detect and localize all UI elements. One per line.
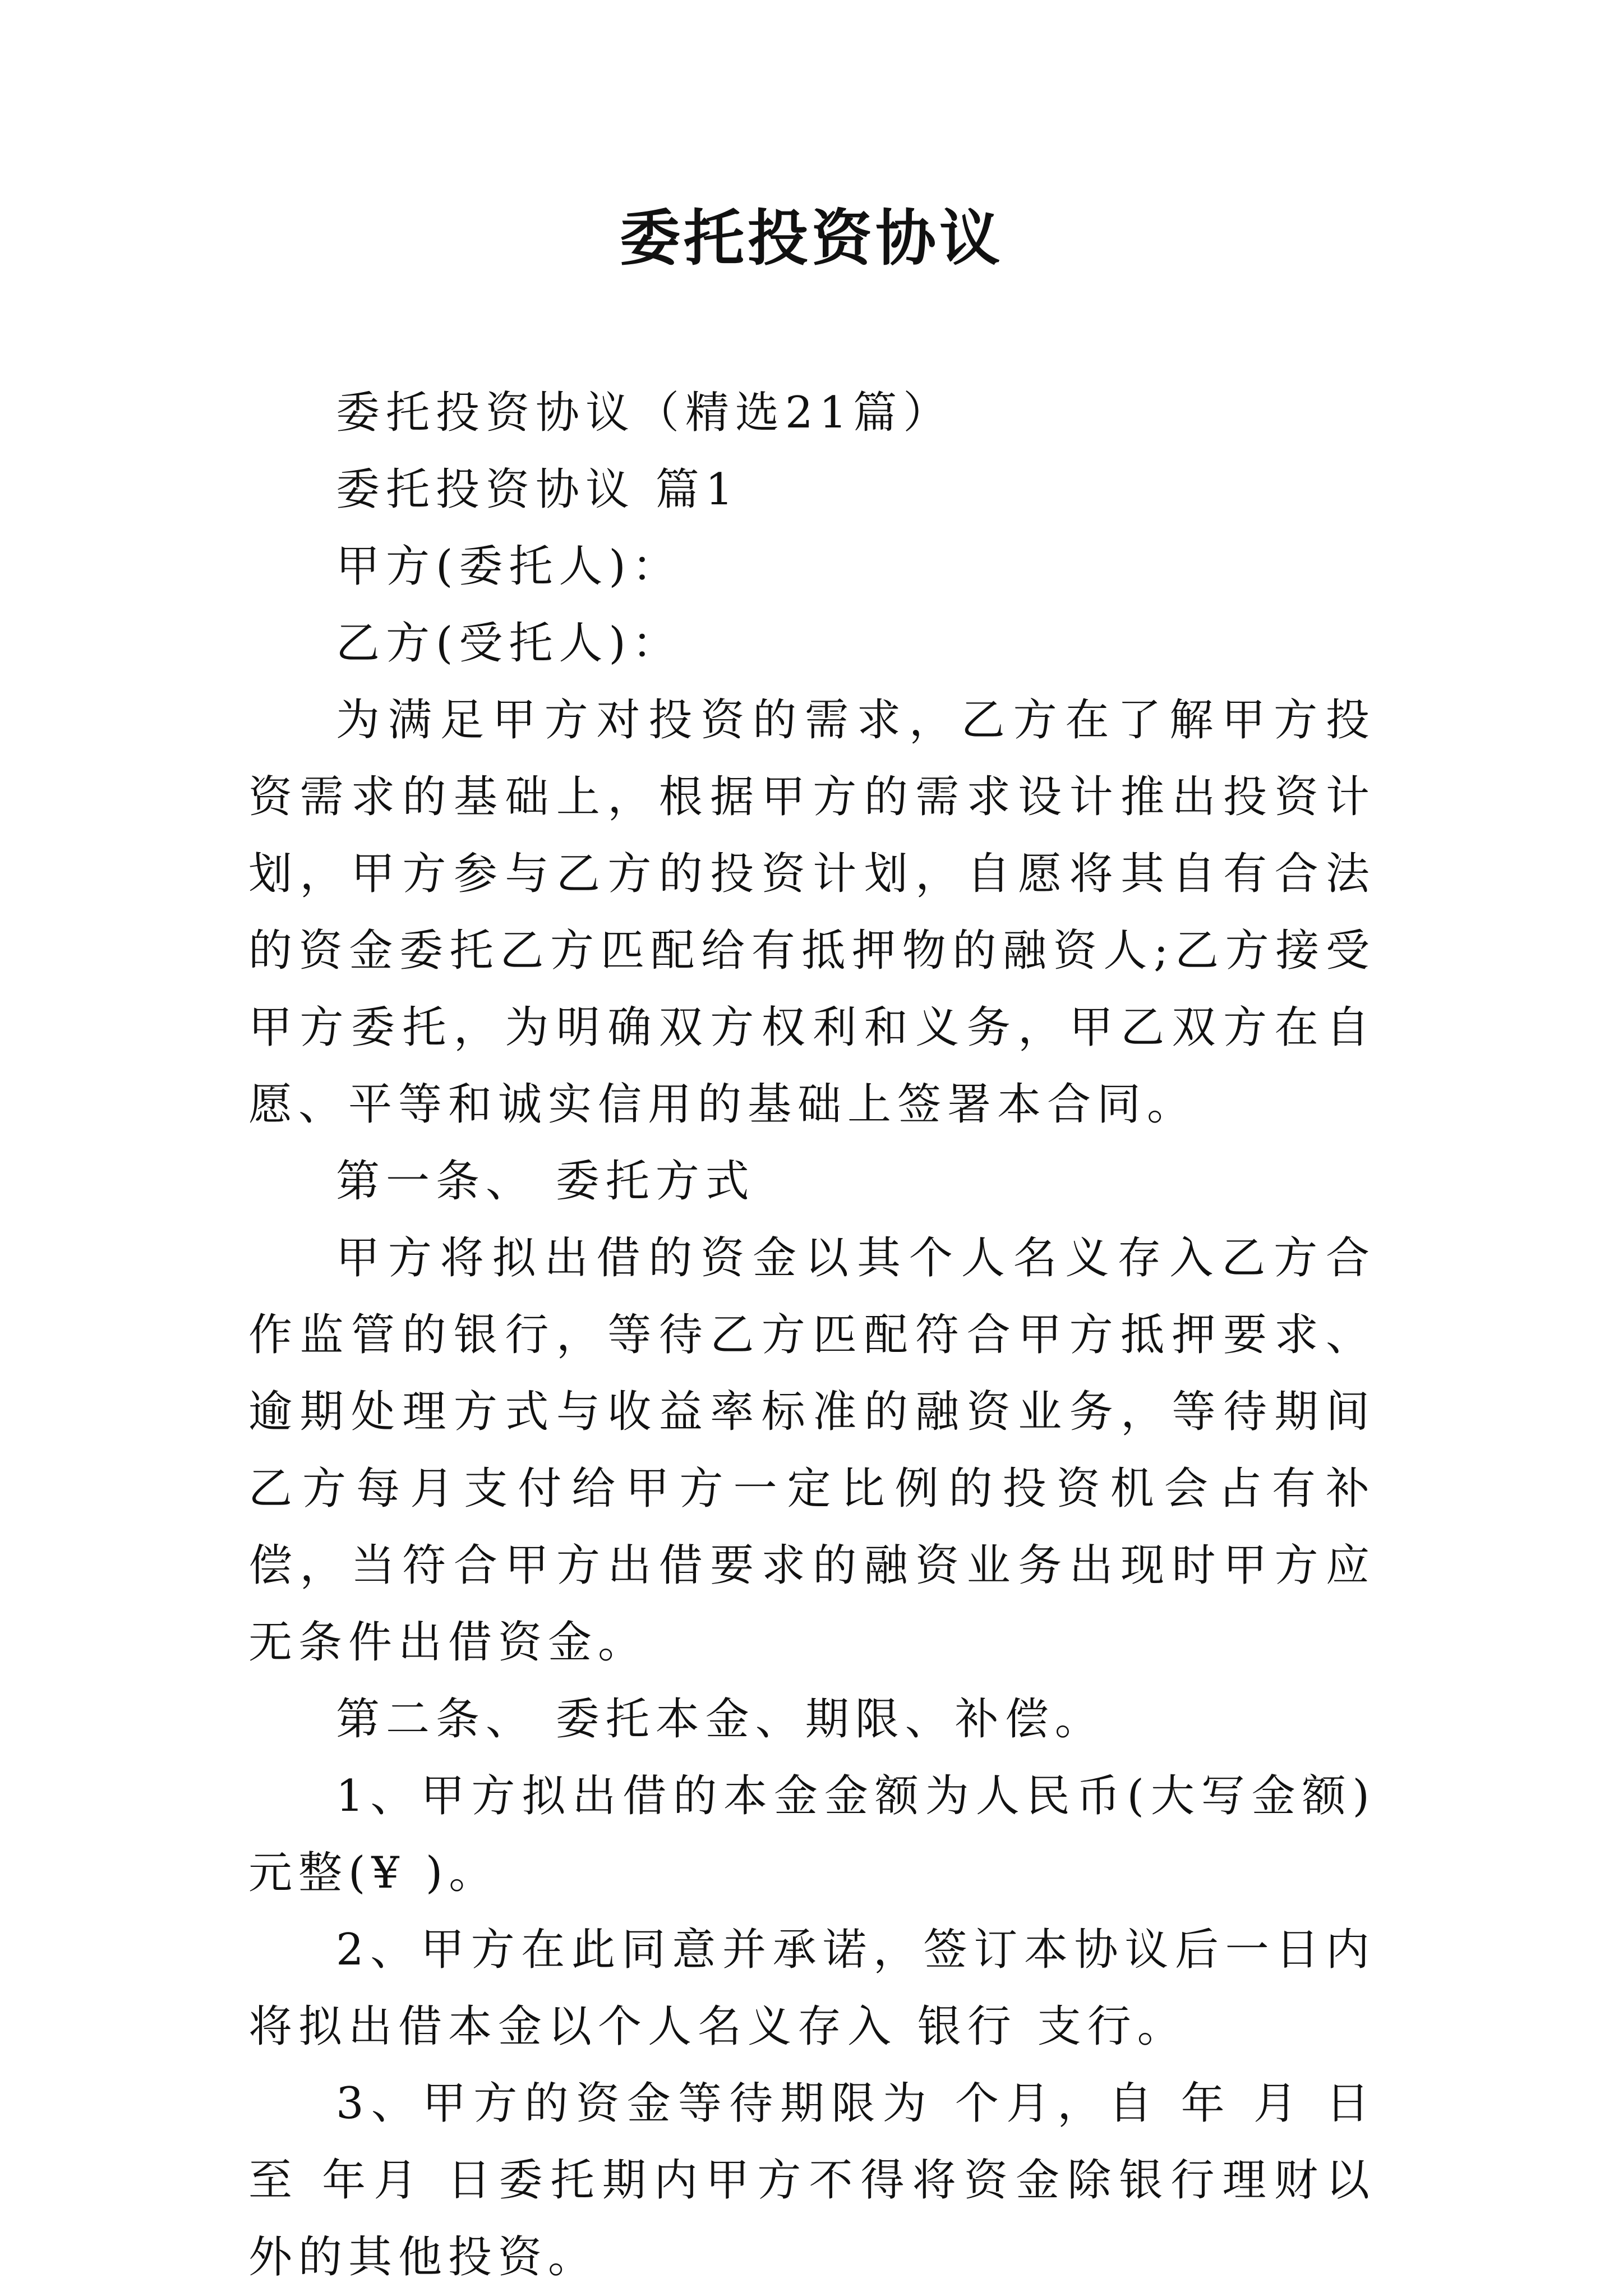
paragraph-clause-3: 3、甲方的资金等待期限为 个月，自 年 月 日至 年月 日委托期内甲方不得将资金除银行理财以外的其他投资。 [248,2078,1376,2283]
paragraph-article-1-body: 甲方将拟出借的资金以其个人名义存入乙方合作监管的银行，等待乙方匹配符合甲方抵押要求、逾期处理方式与收益率标准的融资业务，等待期间乙方每月支付给甲方一定比例的投资机会占有补偿，当符合甲方出借要求的融资业务出现时甲方应无条件出借资金。 [248,1233,1376,1668]
paragraph-section-heading: 委托投资协议 篇1 [336,464,740,515]
paragraph-clause-2: 2、甲方在此同意并承诺，签订本协议后一日内将拟出借本金以个人名义存入 银行 支行。 [248,1925,1376,2052]
paragraph-article-2-heading: 第二条、 委托本金、期限、补偿。 [336,1694,1105,1745]
paragraph-article-1-heading: 第一条、 委托方式 [336,1156,755,1207]
paragraph-party-b: 乙方(受托人)： [336,618,682,669]
document-body [248,375,1376,2296]
paragraph-party-a: 甲方(委托人)： [336,541,682,592]
document-title: 委托投资协议 [619,203,1003,274]
paragraph-preamble: 为满足甲方对投资的需求，乙方在了解甲方投资需求的基础上，根据甲方的需求设计推出投资计划，甲方参与乙方的投资计划，自愿将其自有合法的资金委托乙方匹配给有抵押物的融资人;乙方接受甲方委托，为明确双方权利和义务，甲乙双方在自愿、平等和诚实信用的基础上签署本合同。 [248,695,1376,1130]
paragraph-clause-1: 1、甲方拟出借的本金金额为人民币(大写金额) 元整(¥ )。 [248,1771,1376,1898]
paragraph-subtitle: 委托投资协议（精选21篇） [336,388,953,438]
